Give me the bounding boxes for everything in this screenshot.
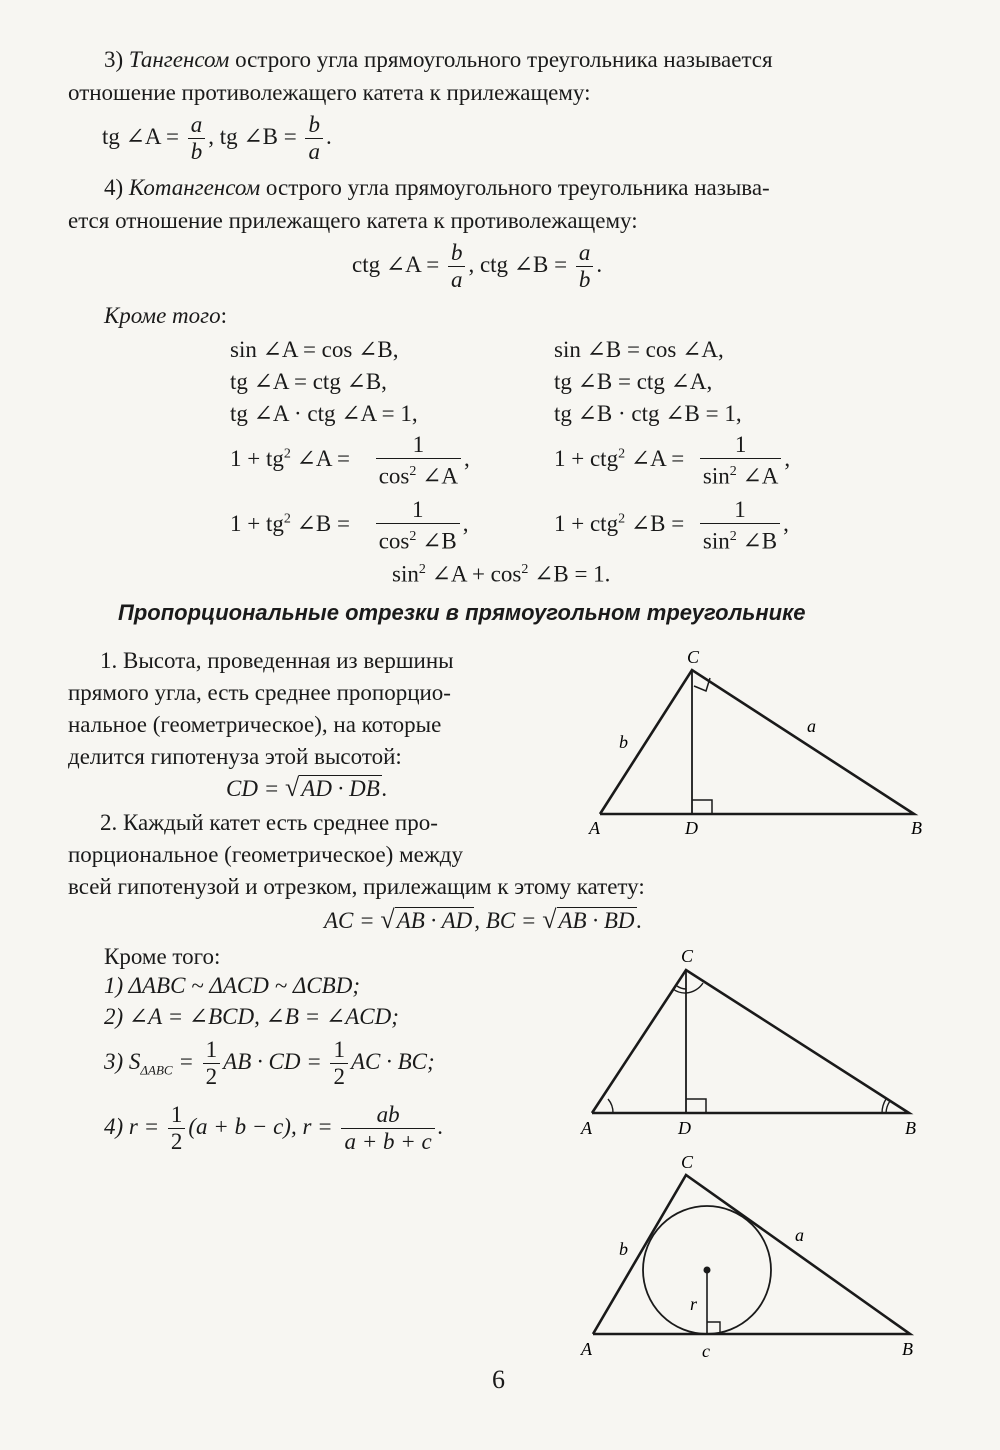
tangent-line1: 3) Тангенсом острого угла прямоугольного треугольника называется — [104, 47, 773, 72]
fig3-label-radius: r — [690, 1294, 698, 1314]
p2-line1: 2. Каждый катет есть среднее про- — [100, 810, 438, 835]
p1-formula: CD = √AD · DB. — [226, 773, 388, 802]
fig2-label-b: B — [905, 1118, 916, 1138]
cotangent-term: Котангенсом — [128, 175, 261, 200]
fig1-label-d: D — [685, 818, 698, 838]
fig3-label-c: C — [681, 1152, 694, 1172]
cotangent-line1: 4) Котангенсом острого угла прямоугольного треугольника называ- — [104, 175, 770, 200]
p3-item4: 4) r = $\frac{1}{2}$ (a + b − c), r = $\frac{ab}{a + b + c}$ . — [104, 1102, 444, 1154]
fig2-label-a: A — [581, 1118, 592, 1138]
identity-r3-left: tg ∠A · ctg ∠A = 1, — [230, 401, 418, 426]
p1-line1: 1. Высота, проведенная из вершины — [100, 648, 454, 673]
identity-r4-left: $1 + tg^2$ ∠A = $\frac{1}{\cos^2 \angle A}$ , — [230, 432, 470, 489]
fig1-label-side-a: a — [807, 716, 816, 736]
identity-pythagorean: $\sin^2$ ∠A + $\cos^2$ ∠B = 1. — [392, 561, 611, 587]
p2-formula: AC = √AB · AD, BC = √AB · BD. — [324, 905, 643, 934]
fig1-label-b: B — [911, 818, 922, 838]
fig3-label-side-b: b — [619, 1239, 628, 1259]
p2-line3: всей гипотенузой и отрезком, прилежащим к этому катету: — [68, 874, 645, 899]
fig3-label-b: B — [902, 1339, 913, 1359]
identity-r5-left: $1 + tg^2$ ∠B = $\frac{1}{\cos^2 \angle B}$ , — [230, 497, 469, 554]
cotangent-line2: ется отношение прилежащего катета к противолежащему: — [68, 208, 638, 233]
identity-r1-left: sin ∠A = cos ∠B, — [230, 337, 399, 362]
tangent-formula: tg ∠A = $\frac{a}{b}$ , tg ∠B = $\frac{b}{a}$ . — [102, 112, 332, 164]
tangent-line2: отношение противолежащего катета к прилежащему: — [68, 80, 591, 105]
identity-r2-right: tg ∠B = ctg ∠A, — [554, 369, 713, 394]
figure-1-triangle — [600, 670, 914, 814]
p3-item3: 3) $S_{\Delta ABC}$ = $\frac{1}{2}$ AB · CD = $\frac{1}{2}$ AC · BC; — [104, 1037, 435, 1089]
fig2-label-d: D — [678, 1118, 691, 1138]
p3-intro: Кроме того: — [104, 944, 221, 969]
p1-line2: прямого угла, есть среднее пропорцио- — [68, 680, 451, 705]
identity-r1-right: sin ∠B = cos ∠A, — [554, 337, 724, 362]
identity-r2-left: tg ∠A = ctg ∠B, — [230, 369, 387, 394]
fig3-label-side-a: a — [795, 1225, 804, 1245]
identity-r5-right: 1 + ctg$^2$ ∠B = $\frac{1}{\sin^2 \angle B}$ , — [554, 497, 789, 554]
fig3-label-side-c: c — [702, 1341, 710, 1361]
page-number: 6 — [492, 1365, 505, 1394]
cotangent-formula: ctg ∠A = $\frac{b}{a}$ , ctg ∠B = $\frac{a}{b}$ . — [352, 240, 603, 292]
besides-label: Кроме того: — [104, 303, 228, 328]
p1-line3: нальное (геометрическое), на которые — [68, 712, 442, 737]
tangent-term: Тангенсом — [128, 47, 230, 72]
fig2-label-c: C — [681, 946, 694, 966]
p1-line4: делится гипотенуза этой высотой: — [68, 744, 402, 769]
fig1-label-a: A — [589, 818, 600, 838]
section-title: Пропорциональные отрезки в прямоугольном треугольнике — [118, 600, 806, 625]
figure-2-triangle — [592, 970, 909, 1113]
p3-item2: 2) ∠A = ∠BCD, ∠B = ∠ACD; — [104, 1004, 399, 1029]
identity-r4-right: 1 + ctg$^2$ ∠A = $\frac{1}{\sin^2 \angle A}$ , — [554, 432, 791, 489]
fig1-label-side-b: b — [619, 732, 628, 752]
p2-line2: порциональное (геометрическое) между — [68, 842, 463, 867]
p3-item1: 1) ΔABC ~ ΔACD ~ ΔCBD; — [104, 973, 360, 998]
figure-3-incircle — [593, 1175, 910, 1334]
fig3-incenter-dot — [704, 1267, 711, 1274]
fig1-label-c: C — [687, 647, 700, 667]
identity-r3-right: tg ∠B · ctg ∠B = 1, — [554, 401, 742, 426]
fig3-label-a: A — [581, 1339, 592, 1359]
